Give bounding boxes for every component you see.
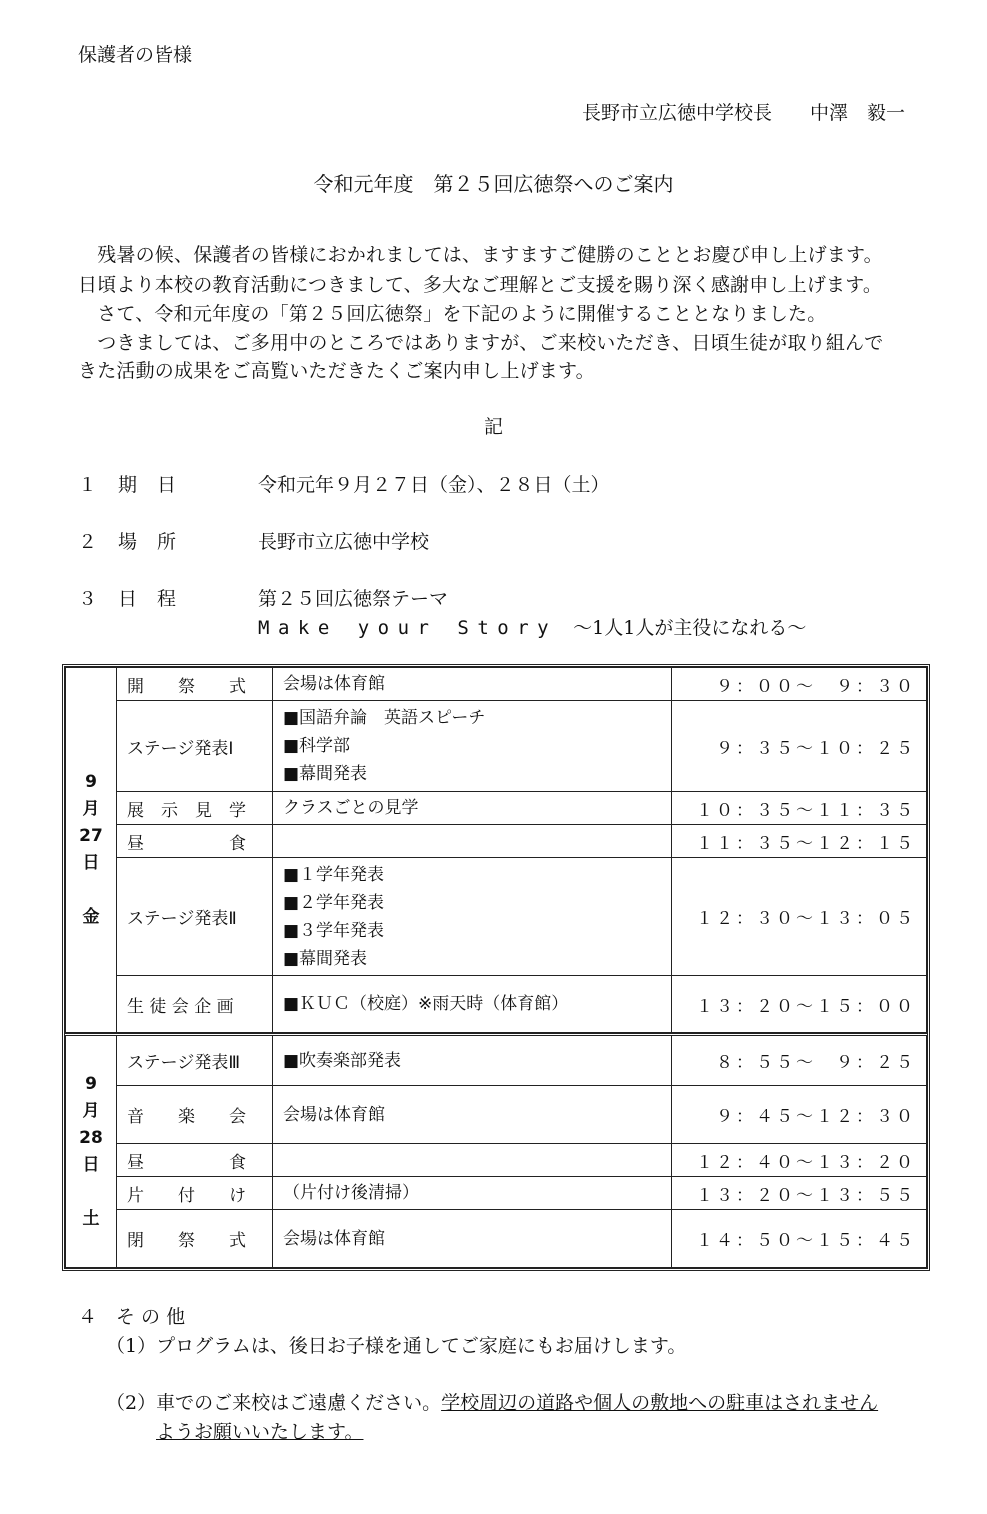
item-number: ３ <box>78 588 98 610</box>
event-time: ９：３５〜１０：２５ <box>672 701 927 792</box>
body-line: 日頃より本校の教育活動につきまして、多大なご理解とご支援を賜り深く感謝申し上げます。 <box>78 274 883 296</box>
theme-japanese: 〜1人1人が主役になれる〜 <box>573 617 807 639</box>
event-time: １４：５０〜１５：４５ <box>672 1210 927 1268</box>
item-place <box>78 527 430 554</box>
table-row <box>66 1086 927 1144</box>
document-title: 令和元年度 第２５回広徳祭へのご案内 <box>313 172 674 196</box>
event-desc <box>273 1144 672 1177</box>
event-name: ステージ発表Ⅱ <box>117 858 273 976</box>
date-cell-day2: 9 月 28 日 土 <box>66 1035 117 1268</box>
event-time: １３：２０〜１５：００ <box>672 976 927 1033</box>
schedule-table <box>62 664 930 1271</box>
item-schedule <box>78 584 449 611</box>
table-row <box>66 858 927 976</box>
event-time: １３：２０〜１３：５５ <box>672 1177 927 1210</box>
ki-heading: 記 <box>483 416 503 438</box>
event-name: 展 示 見 学 <box>117 792 273 825</box>
sender <box>582 98 905 125</box>
table-row <box>66 701 927 792</box>
event-name: 開 祭 式 <box>117 668 273 701</box>
event-name: ステージ発表Ⅰ <box>117 701 273 792</box>
other-item-1: （1）プログラムは、後日お子様を通してご家庭にもお届けします。 <box>106 1335 687 1357</box>
theme-english: Make your Story <box>258 617 558 639</box>
event-desc: クラスごとの見学 <box>273 792 672 825</box>
theme <box>258 613 806 640</box>
item-label: 期日 <box>118 474 197 496</box>
event-time: １０：３５〜１１：３５ <box>672 792 927 825</box>
event-name: 片 付 け <box>117 1177 273 1210</box>
event-name: ステージ発表Ⅲ <box>117 1035 273 1086</box>
item-label: 場所 <box>118 531 197 553</box>
event-desc: 会場は体育館 <box>273 1210 672 1268</box>
sender-name: 中澤 毅一 <box>810 102 906 124</box>
event-name: 閉 祭 式 <box>117 1210 273 1268</box>
item-value: 長野市立広徳中学校 <box>258 531 430 553</box>
event-desc: ■ＫＵＣ（校庭）※雨天時（体育館） <box>273 976 672 1033</box>
table-row <box>66 825 927 858</box>
event-desc: （片付け後清掃） <box>273 1177 672 1210</box>
event-desc: ■吹奏楽部発表 <box>273 1035 672 1086</box>
event-time: ９：４５〜１２：３０ <box>672 1086 927 1144</box>
table-row <box>66 792 927 825</box>
table-row <box>66 1144 927 1177</box>
item-date <box>78 470 610 497</box>
item-value: 第２５回広徳祭テーマ <box>258 588 449 610</box>
schedule-day1 <box>65 667 927 1033</box>
parking-notice: 学校周辺の道路や個人の敷地への駐車はされません <box>441 1392 879 1414</box>
body-line: さて、令和元年度の「第２５回広徳祭」を下記のように開催することとなりました。 <box>78 303 827 325</box>
event-desc: ■国語弁論 英語スピーチ ■科学部 ■幕間発表 <box>273 701 672 792</box>
event-name: 昼 食 <box>117 1144 273 1177</box>
date-cell-day1: 9 月 27 日 金 <box>66 668 117 1033</box>
event-time: ８：５５〜 ９：２５ <box>672 1035 927 1086</box>
body-line: 残暑の候、保護者の皆様におかれましては、ますますご健勝のこととお慶び申し上げます。 <box>78 244 883 266</box>
event-time: １１：３５〜１２：１５ <box>672 825 927 858</box>
table-row <box>66 1177 927 1210</box>
other-item-2-cont <box>156 1417 363 1444</box>
parking-notice-cont: ようお願いいたします。 <box>156 1421 364 1443</box>
table-row <box>66 1210 927 1268</box>
item-number: １ <box>78 474 98 496</box>
event-desc: 会場は体育館 <box>273 668 672 701</box>
schedule-day2 <box>65 1033 927 1268</box>
event-desc: 会場は体育館 <box>273 1086 672 1144</box>
item-value: 令和元年９月２７日（金）、２８日（土） <box>258 474 610 496</box>
sender-org: 長野市立広徳中学校長 <box>582 102 773 124</box>
event-name: 音 楽 会 <box>117 1086 273 1144</box>
table-row <box>66 668 927 701</box>
other-item-2 <box>106 1388 878 1415</box>
table-row <box>66 976 927 1033</box>
item-number: ２ <box>78 531 98 553</box>
item-label: 日程 <box>118 588 197 610</box>
body-line: つきましては、ご多用中のところではありますが、ご来校いただき、日頃生徒が取り組んで <box>78 332 884 354</box>
event-time: １２：４０〜１３：２０ <box>672 1144 927 1177</box>
table-row <box>66 1035 927 1086</box>
event-desc <box>273 825 672 858</box>
addressee: 保護者の皆様 <box>78 44 193 66</box>
other-item-2-text: （2）車でのご来校はご遠慮ください。 <box>106 1392 442 1414</box>
event-name: 昼 食 <box>117 825 273 858</box>
event-time: ９：００〜 ９：３０ <box>672 668 927 701</box>
event-desc: ■１学年発表 ■２学年発表 ■３学年発表 ■幕間発表 <box>273 858 672 976</box>
event-name: 生 徒 会 企 画 <box>117 976 273 1033</box>
body-line: きた活動の成果をご高覧いただきたくご案内申し上げます。 <box>78 360 595 382</box>
event-time: １２：３０〜１３：０５ <box>672 858 927 976</box>
other-heading: ４ そ の 他 <box>78 1306 186 1328</box>
